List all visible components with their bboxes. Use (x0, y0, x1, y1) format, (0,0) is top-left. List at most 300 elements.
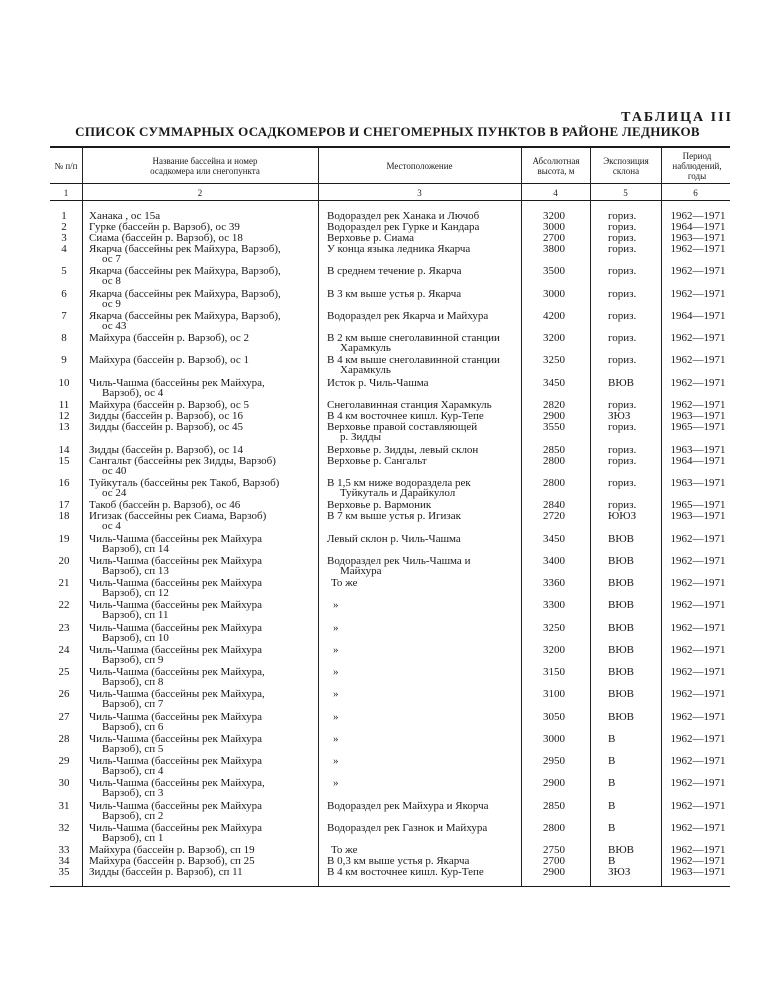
altitude: 3300 (543, 599, 565, 611)
header-num: № п/п (54, 161, 78, 171)
station-name (89, 500, 313, 510)
exposure: ЗЮЗ (608, 410, 631, 422)
location (327, 856, 520, 866)
period: 1963—1971 (670, 232, 726, 244)
location (327, 478, 520, 498)
station-name-line: ос 40 (102, 465, 127, 477)
col-divider (318, 147, 319, 887)
period: 1962—1971 (670, 599, 726, 611)
period: 1962—1971 (670, 733, 726, 745)
station-name (89, 211, 313, 221)
station-name-line: Туйкуталь (бассейны рек Такоб, Варзоб) (89, 477, 280, 489)
station-name (89, 411, 313, 421)
period: 1962—1971 (670, 688, 726, 700)
location (327, 445, 520, 455)
station-name-line: Варзоб), сп 11 (102, 609, 169, 621)
exposure: ВЮВ (608, 577, 634, 589)
location-line: » (333, 666, 339, 678)
col-number: 2 (197, 188, 203, 198)
location-line: Харамкуль (340, 342, 391, 354)
exposure: ВЮВ (608, 688, 634, 700)
period: 1962—1971 (670, 755, 726, 767)
row-number: 31 (58, 800, 70, 812)
table-label: ТАБЛИЦА III (621, 110, 733, 125)
station-name (89, 222, 313, 232)
exposure: ВЮВ (608, 622, 634, 634)
period: 1965—1971 (670, 499, 726, 511)
station-name-line: Ханака , ос 15а (89, 210, 161, 222)
station-name-line: Зидды (бассейн р. Варзоб), ос 14 (89, 444, 243, 456)
station-name (89, 689, 313, 709)
location (327, 756, 520, 766)
station-name-line: ос 9 (102, 298, 121, 310)
row-number: 15 (58, 455, 70, 467)
altitude: 2850 (543, 444, 565, 456)
row-number: 4 (61, 243, 67, 255)
period: 1962—1971 (670, 577, 726, 589)
altitude: 3200 (543, 210, 565, 222)
row-number: 8 (61, 332, 67, 344)
location-line: Водораздел рек Ханака и Лючоб (327, 210, 480, 222)
altitude: 2700 (543, 855, 565, 867)
period: 1965—1971 (670, 421, 726, 433)
period: 1962—1971 (670, 533, 726, 545)
station-name-line: Зидды (бассейн р. Варзоб), сп 11 (89, 866, 243, 878)
location (327, 400, 520, 410)
location-line: Верховье р. Сиама (327, 232, 415, 244)
station-name-line: Такоб (бассейн р. Варзоб), ос 46 (89, 499, 241, 511)
header-name: Название бассейна и номер осадкомера или снегопункта (150, 156, 260, 176)
altitude: 2800 (543, 455, 565, 467)
altitude: 2700 (543, 232, 565, 244)
row-number: 21 (58, 577, 70, 589)
location (327, 845, 520, 855)
exposure: ЗЮЗ (608, 866, 631, 878)
exposure: гориз. (608, 210, 637, 222)
row-number: 3 (61, 232, 67, 244)
exposure: ВЮВ (608, 599, 634, 611)
station-name (89, 445, 313, 455)
location-line: Снеголавинная станция Харамкуль (327, 399, 492, 411)
altitude: 4200 (543, 310, 565, 322)
altitude: 2800 (543, 822, 565, 834)
header-bottom-rule (50, 183, 730, 184)
location (327, 623, 520, 633)
location (327, 289, 520, 299)
period: 1962—1971 (670, 377, 726, 389)
station-name-line: Чиль-Чашма (бассейны рек Майхура (89, 822, 263, 834)
station-name (89, 645, 313, 665)
station-name-line: Гурке (бассейн р. Варзоб), ос 39 (89, 221, 240, 233)
row-number: 24 (58, 644, 70, 656)
location-line: В среднем течение р. Якарча (327, 265, 462, 277)
location (327, 333, 520, 353)
period: 1962—1971 (670, 332, 726, 344)
period: 1963—1971 (670, 866, 726, 878)
location (327, 600, 520, 610)
exposure: гориз. (608, 243, 637, 255)
period: 1962—1971 (670, 844, 726, 856)
row-number: 18 (58, 510, 70, 522)
location-line: В 4 км восточнее кишл. Кур-Тепе (327, 866, 484, 878)
station-name-line: Майхура (бассейн р. Варзоб), сп 25 (89, 855, 255, 867)
location (327, 422, 520, 442)
station-name-line: Варзоб), сп 7 (102, 698, 164, 710)
col-divider (82, 147, 83, 887)
table-top-rule (50, 146, 730, 148)
altitude: 2900 (543, 777, 565, 789)
station-name-line: Игизак (бассейны рек Сиама, Варзоб) (89, 510, 267, 522)
altitude: 3250 (543, 354, 565, 366)
period: 1962—1971 (670, 265, 726, 277)
exposure: ВЮВ (608, 844, 634, 856)
altitude: 2720 (543, 510, 565, 522)
row-number: 33 (58, 844, 70, 856)
altitude: 2840 (543, 499, 565, 511)
location-line: Верховье правой составляющей (327, 421, 478, 433)
station-name (89, 244, 313, 264)
station-name-line: Зидды (бассейн р. Варзоб), ос 45 (89, 421, 243, 433)
row-number: 12 (58, 410, 70, 422)
location (327, 556, 520, 576)
row-number: 14 (58, 444, 70, 456)
row-number: 25 (58, 666, 70, 678)
row-number: 19 (58, 533, 70, 545)
row-number: 10 (58, 377, 70, 389)
table-bottom-rule (50, 886, 730, 887)
altitude: 3000 (543, 733, 565, 745)
period: 1962—1971 (670, 399, 726, 411)
exposure: ВЮВ (608, 666, 634, 678)
station-name (89, 578, 313, 598)
row-number: 26 (58, 688, 70, 700)
station-name-line: Сангальт (бассейны рек Зидды, Варзоб) (89, 455, 276, 467)
station-name-line: Варзоб), ос 4 (102, 387, 164, 399)
station-name-line: Чиль-Чашма (бассейны рек Майхура (89, 800, 263, 812)
station-name (89, 778, 313, 798)
row-number: 29 (58, 755, 70, 767)
exposure: В (608, 733, 616, 745)
altitude: 2900 (543, 866, 565, 878)
col-number: 3 (417, 188, 422, 198)
row-number: 13 (58, 421, 70, 433)
exposure: В (608, 822, 616, 834)
station-name-line: Варзоб), сп 3 (102, 787, 164, 799)
altitude: 3100 (543, 688, 565, 700)
period: 1962—1971 (670, 666, 726, 678)
altitude: 2800 (543, 477, 565, 489)
station-name (89, 623, 313, 643)
period: 1963—1971 (670, 410, 726, 422)
header-exposure: Экспозиция склона (603, 156, 649, 176)
exposure: ВЮВ (608, 533, 634, 545)
station-name (89, 823, 313, 843)
location-line: » (333, 644, 339, 656)
exposure: гориз. (608, 499, 637, 511)
location-line: » (333, 711, 339, 723)
station-name-line: Варзоб), сп 1 (102, 832, 164, 844)
location (327, 578, 520, 588)
altitude: 3500 (543, 265, 565, 277)
row-number: 6 (61, 288, 67, 300)
station-name-line: Майхура (бассейн р. Варзоб), сп 19 (89, 844, 255, 856)
station-name-line: Чиль-Чашма (бассейны рек Майхура (89, 755, 263, 767)
location-line: Туйкуталь и Дарайкулол (340, 487, 456, 499)
station-name (89, 734, 313, 754)
location (327, 244, 520, 254)
altitude: 3000 (543, 288, 565, 300)
location (327, 456, 520, 466)
row-number: 11 (58, 399, 70, 411)
location-line: В 4 км восточнее кишл. Кур-Тепе (327, 410, 484, 422)
period: 1964—1971 (670, 310, 726, 322)
location-line: То же (331, 577, 358, 589)
location-line: Верховье р. Зидды, левый склон (327, 444, 479, 456)
station-name-line: ос 24 (102, 487, 127, 499)
altitude: 2820 (543, 399, 565, 411)
location (327, 778, 520, 788)
altitude: 3000 (543, 221, 565, 233)
location (327, 500, 520, 510)
location (327, 511, 520, 521)
period: 1964—1971 (670, 455, 726, 467)
station-name-line: Якарча (бассейны рек Майхура, Варзоб), (89, 243, 281, 255)
altitude: 2850 (543, 800, 565, 812)
station-name (89, 801, 313, 821)
period: 1962—1971 (670, 711, 726, 723)
exposure: гориз. (608, 354, 637, 366)
station-name (89, 400, 313, 410)
station-name-line: Якарча (бассейны рек Майхура, Варзоб), (89, 310, 281, 322)
row-number: 20 (58, 555, 70, 567)
station-name-line: Чиль-Чашма (бассейны рек Майхура (89, 622, 263, 634)
location (327, 378, 520, 388)
location-line: У конца языка ледника Якарча (327, 243, 471, 255)
period: 1963—1971 (670, 477, 726, 489)
location-line: В 1,5 км ниже водораздела рек (327, 477, 471, 489)
station-name-line: Сиама (бассейн р. Варзоб), ос 18 (89, 232, 243, 244)
row-number: 27 (58, 711, 70, 723)
station-name (89, 311, 313, 331)
row-number: 28 (58, 733, 70, 745)
col-number: 5 (623, 188, 628, 198)
location (327, 645, 520, 655)
location (327, 689, 520, 699)
station-name (89, 511, 313, 531)
exposure: гориз. (608, 421, 637, 433)
station-name-line: Чиль-Чашма (бассейны рек Майхура (89, 711, 263, 723)
location-line: Водораздел рек Гурке и Кандара (327, 221, 480, 233)
location-line: » (333, 688, 339, 700)
location-line: Верховье р. Сангальт (327, 455, 427, 467)
exposure: ВЮВ (608, 377, 634, 389)
row-number: 23 (58, 622, 70, 634)
location (327, 867, 520, 877)
row-number: 7 (61, 310, 67, 322)
location-line: В 0,3 км выше устья р. Якарча (327, 855, 470, 867)
station-name-line: Майхура (бассейн р. Варзоб), ос 5 (89, 399, 250, 411)
col-divider (590, 147, 591, 887)
row-number: 17 (58, 499, 70, 511)
station-name-line: Варзоб), сп 8 (102, 676, 164, 688)
station-name-line: Варзоб), сп 14 (102, 543, 169, 555)
altitude: 3550 (543, 421, 565, 433)
exposure: ВЮВ (608, 711, 634, 723)
location-line: Водораздел рек Газнок и Майхура (327, 822, 488, 834)
period: 1962—1971 (670, 855, 726, 867)
period: 1962—1971 (670, 800, 726, 812)
header-location: Местоположение (386, 161, 453, 171)
station-name (89, 756, 313, 776)
location-line: В 4 км выше снеголавинной станции (327, 354, 500, 366)
station-name (89, 478, 313, 498)
location (327, 734, 520, 744)
location (327, 233, 520, 243)
station-name-line: Варзоб), сп 6 (102, 721, 164, 733)
exposure: гориз. (608, 310, 637, 322)
col-divider (661, 147, 662, 887)
exposure: гориз. (608, 455, 637, 467)
exposure: ВЮВ (608, 555, 634, 567)
station-name (89, 600, 313, 620)
altitude: 3200 (543, 644, 565, 656)
period: 1962—1971 (670, 644, 726, 656)
location (327, 801, 520, 811)
location-line: Исток р. Чиль-Чашма (327, 377, 429, 389)
row-number: 30 (58, 777, 70, 789)
station-name-line: Майхура (бассейн р. Варзоб), ос 1 (89, 354, 250, 366)
location (327, 411, 520, 421)
location (327, 311, 520, 321)
exposure: гориз. (608, 477, 637, 489)
location (327, 667, 520, 677)
station-name-line: ос 7 (102, 253, 121, 265)
station-name (89, 233, 313, 243)
column-numbers-rule (50, 200, 730, 201)
location-line: р. Зидды (340, 431, 381, 443)
station-name-line: Чиль-Чашма (бассейны рек Майхура (89, 577, 263, 589)
station-name-line: Зидды (бассейн р. Варзоб), ос 16 (89, 410, 243, 422)
row-number: 34 (58, 855, 70, 867)
altitude: 3450 (543, 377, 565, 389)
col-divider (521, 147, 522, 887)
row-number: 22 (58, 599, 70, 611)
exposure: гориз. (608, 288, 637, 300)
station-name-line: Якарча (бассейны рек Майхура, Варзоб), (89, 265, 281, 277)
col-number: 6 (693, 188, 698, 198)
location-line: В 7 км выше устья р. Игизак (327, 510, 462, 522)
altitude: 3400 (543, 555, 565, 567)
station-name (89, 667, 313, 687)
row-number: 35 (58, 866, 70, 878)
period: 1962—1971 (670, 288, 726, 300)
altitude: 3200 (543, 332, 565, 344)
period: 1963—1971 (670, 510, 726, 522)
location-line: » (333, 599, 339, 611)
station-name-line: Чиль-Чашма (бассейны рек Майхура, (89, 777, 265, 789)
exposure: ЮЮЗ (608, 510, 637, 522)
period: 1964—1971 (670, 221, 726, 233)
station-name-line: ос 43 (102, 320, 127, 332)
station-name (89, 856, 313, 866)
period: 1962—1971 (670, 555, 726, 567)
station-name (89, 845, 313, 855)
location-line: То же (331, 844, 358, 856)
exposure: В (608, 777, 616, 789)
location (327, 211, 520, 221)
altitude: 3250 (543, 622, 565, 634)
altitude: 3150 (543, 666, 565, 678)
period: 1962—1971 (670, 777, 726, 789)
location-line: » (333, 622, 339, 634)
station-name-line: ос 8 (102, 275, 121, 287)
period: 1962—1971 (670, 243, 726, 255)
station-name-line: Варзоб), сп 10 (102, 632, 169, 644)
station-name-line: Чиль-Чашма (бассейны рек Майхура (89, 533, 263, 545)
station-name (89, 867, 313, 877)
station-name-line: Чиль-Чашма (бассейны рек Майхура (89, 644, 263, 656)
station-name (89, 333, 313, 343)
exposure: гориз. (608, 265, 637, 277)
location-line: » (333, 755, 339, 767)
station-name (89, 266, 313, 286)
location-line: Водораздел рек Майхура и Якорча (327, 800, 489, 812)
station-name-line: Чиль-Чашма (бассейны рек Майхура (89, 733, 263, 745)
exposure: В (608, 855, 616, 867)
row-number: 1 (61, 210, 67, 222)
altitude: 3050 (543, 711, 565, 723)
station-name-line: Варзоб), сп 9 (102, 654, 164, 666)
station-name-line: Варзоб), сп 5 (102, 743, 164, 755)
altitude: 3450 (543, 533, 565, 545)
station-name-line: Чиль-Чашма (бассейны рек Майхура, (89, 688, 265, 700)
location-line: В 3 км выше устья р. Якарча (327, 288, 462, 300)
period: 1963—1971 (670, 444, 726, 456)
station-name (89, 422, 313, 432)
station-name-line: Чиль-Чашма (бассейны рек Майхура (89, 599, 263, 611)
location-line: Водораздел рек Якарча и Майхура (327, 310, 489, 322)
header-altitude: Абсолютная высота, м (532, 156, 580, 176)
period: 1962—1971 (670, 622, 726, 634)
station-name-line: Варзоб), сп 13 (102, 565, 169, 577)
location-line: В 2 км выше снеголавинной станции (327, 332, 500, 344)
altitude: 2750 (543, 844, 565, 856)
location (327, 823, 520, 833)
row-number: 16 (58, 477, 70, 489)
row-number: 9 (61, 354, 67, 366)
period: 1962—1971 (670, 210, 726, 222)
document-title: СПИСОК СУММАРНЫХ ОСАДКОМЕРОВ И СНЕГОМЕРНЫХ ПУНКТОВ В РАЙОНЕ ЛЕДНИКОВ (75, 124, 700, 139)
period: 1962—1971 (670, 354, 726, 366)
station-name-line: Чиль-Чашма (бассейны рек Майхура, (89, 377, 265, 389)
station-name-line: Якарча (бассейны рек Майхура, Варзоб), (89, 288, 281, 300)
station-name (89, 355, 313, 365)
station-name-line: Варзоб), сп 4 (102, 765, 164, 777)
altitude: 2950 (543, 755, 565, 767)
row-number: 5 (61, 265, 67, 277)
location (327, 712, 520, 722)
location (327, 266, 520, 276)
col-number: 4 (553, 188, 558, 198)
altitude: 2900 (543, 410, 565, 422)
location-line: Водораздел рек Чиль-Чашма и (327, 555, 471, 567)
location-line: Харамкуль (340, 364, 391, 376)
header-period: Период наблюдений, годы (672, 151, 722, 181)
location (327, 222, 520, 232)
exposure: гориз. (608, 232, 637, 244)
location-line: Левый склон р. Чиль-Чашма (327, 533, 461, 545)
station-name (89, 456, 313, 476)
